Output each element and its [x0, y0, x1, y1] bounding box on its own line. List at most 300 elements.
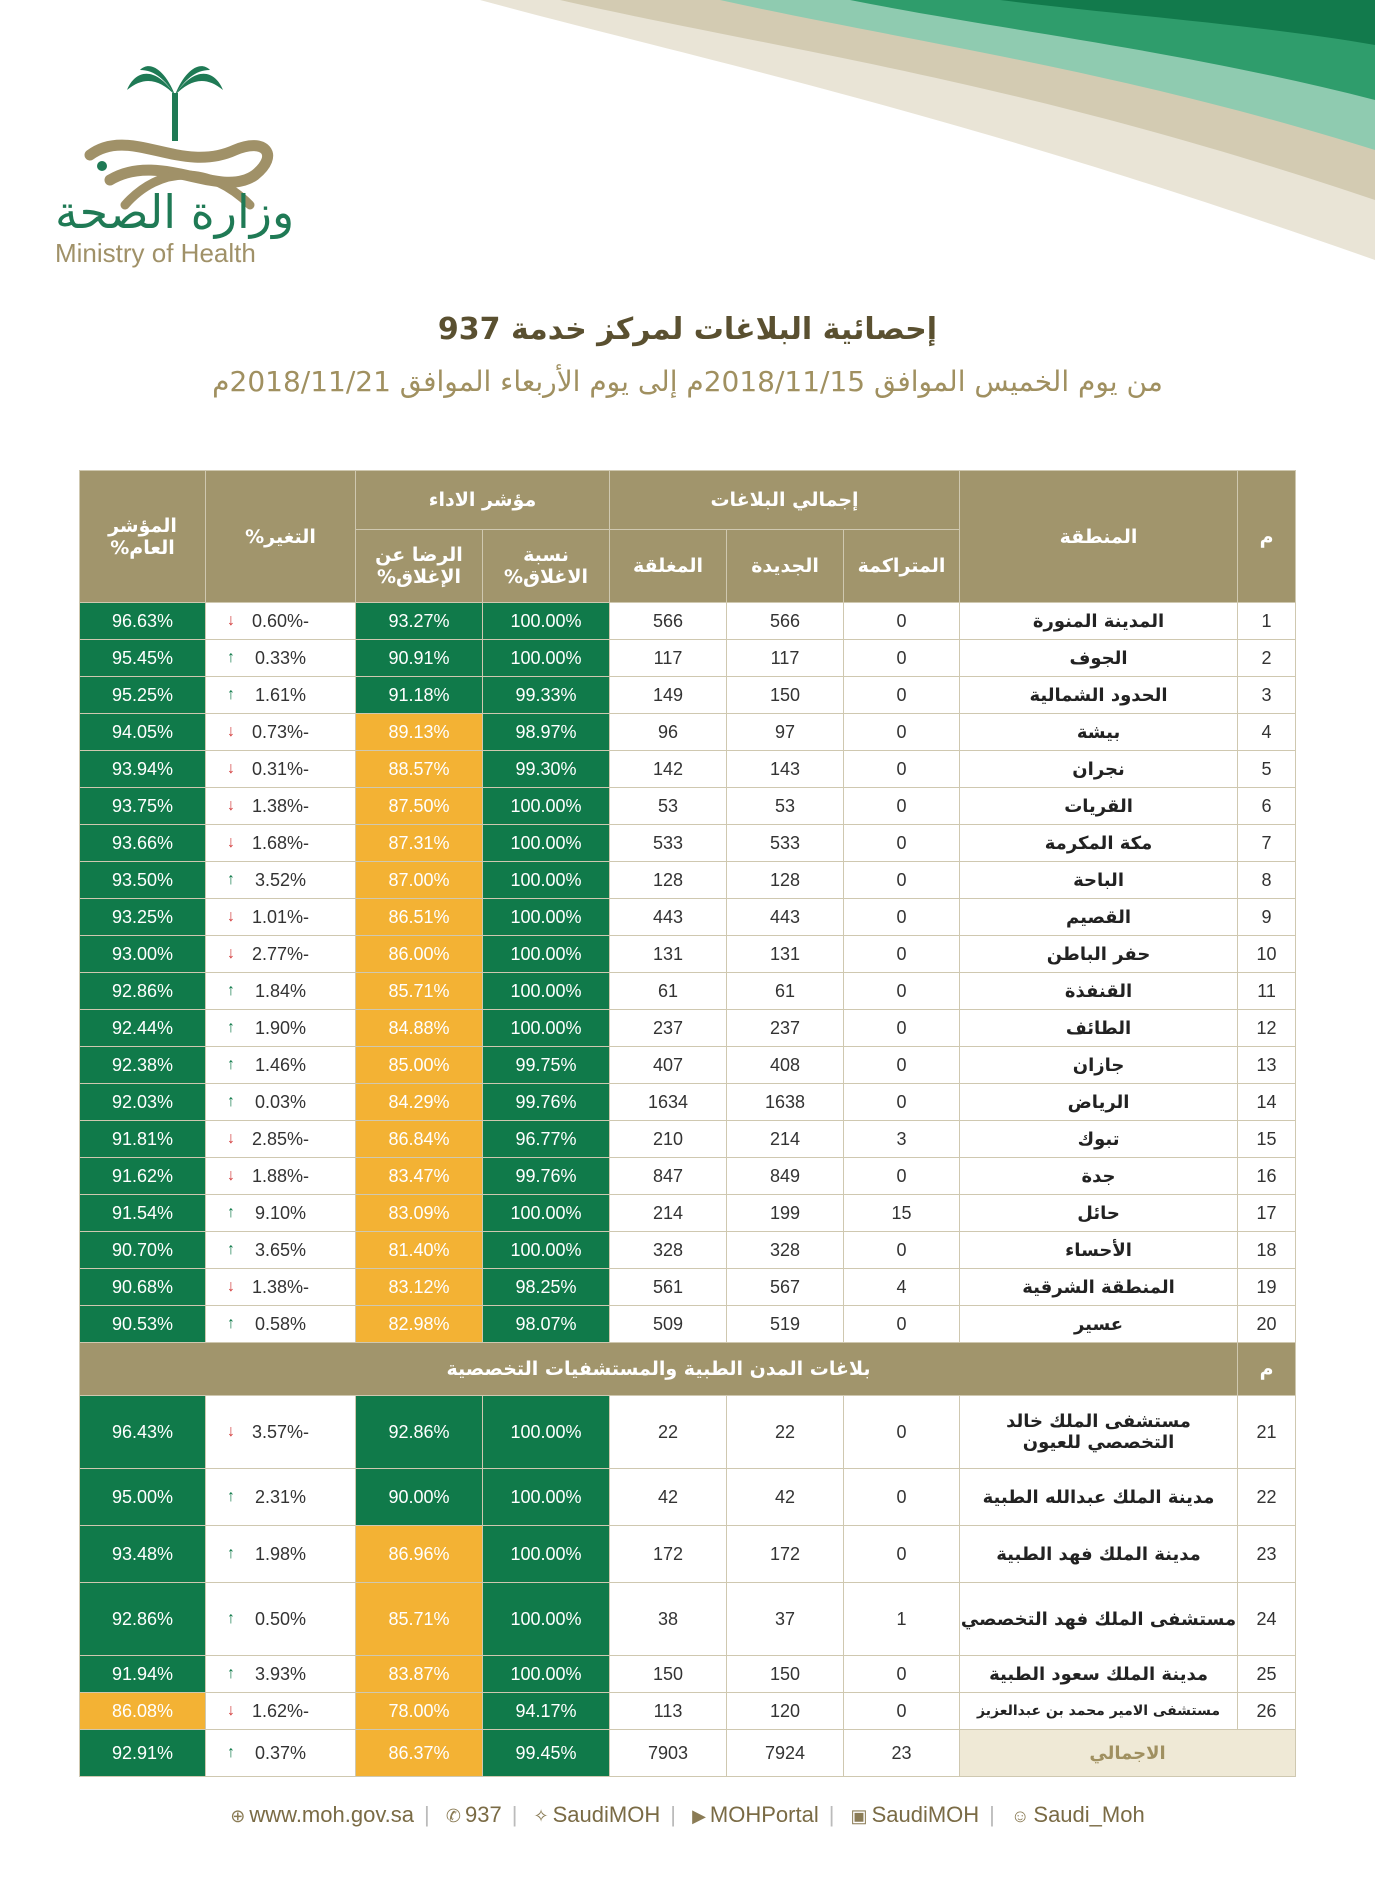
change-value: -2.85%: [251, 1128, 310, 1149]
row-number: 20: [1238, 1306, 1296, 1343]
change-value: -1.01%: [251, 906, 310, 927]
closure-rate-value: 96.77%: [483, 1121, 610, 1158]
accumulated-value: 0: [844, 825, 960, 862]
footer-facebook-text: SaudiMOH: [871, 1802, 980, 1827]
change-cell: [206, 1526, 356, 1583]
closed-value: 142: [610, 751, 727, 788]
satisfaction-value: 84.88%: [356, 1010, 483, 1047]
youtube-icon: ▶: [692, 1806, 706, 1826]
satisfaction-value: 92.86%: [356, 1396, 483, 1469]
table-row: [80, 640, 1296, 677]
new-value: 143: [727, 751, 844, 788]
twitter-icon: ✧: [533, 1806, 549, 1826]
down-arrow-icon: ↓: [227, 908, 235, 925]
satisfaction-value: 83.47%: [356, 1158, 483, 1195]
satisfaction-value: 90.00%: [356, 1469, 483, 1526]
change-value: 3.52%: [254, 869, 307, 890]
accumulated-value: 0: [844, 1158, 960, 1195]
down-arrow-icon: ↓: [227, 1702, 235, 1719]
closed-value: 61: [610, 973, 727, 1010]
region-name: نجران: [960, 751, 1238, 788]
accumulated-value: 1: [844, 1583, 960, 1656]
up-arrow-icon: ↑: [227, 1488, 235, 1505]
general-index-value: 90.70%: [80, 1232, 206, 1269]
satisfaction-value: 83.09%: [356, 1195, 483, 1232]
total-label: الاجمالي: [960, 1730, 1296, 1777]
row-number: 6: [1238, 788, 1296, 825]
change-value: 1.90%: [254, 1017, 307, 1038]
closure-rate-value: 99.75%: [483, 1047, 610, 1084]
up-arrow-icon: ↑: [227, 686, 235, 703]
accumulated-value: 0: [844, 1469, 960, 1526]
accumulated-value: 4: [844, 1269, 960, 1306]
satisfaction-value: 89.13%: [356, 714, 483, 751]
row-number: 18: [1238, 1232, 1296, 1269]
region-name: حائل: [960, 1195, 1238, 1232]
closure-rate-value: 99.76%: [483, 1084, 610, 1121]
region-name: عسير: [960, 1306, 1238, 1343]
up-arrow-icon: ↑: [227, 1610, 235, 1627]
closed-value: 117: [610, 640, 727, 677]
accumulated-value: 0: [844, 1693, 960, 1730]
header-closure-rate: نسبة الاغلاق%: [483, 530, 610, 603]
closure-rate-value: 98.97%: [483, 714, 610, 751]
total-general-index: 92.91%: [80, 1730, 206, 1777]
closure-rate-value: 100.00%: [483, 1396, 610, 1469]
change-value: 0.50%: [254, 1608, 307, 1629]
row-number: 3: [1238, 677, 1296, 714]
change-cell: [206, 1656, 356, 1693]
accumulated-value: 0: [844, 640, 960, 677]
accumulated-value: 0: [844, 677, 960, 714]
general-index-value: 95.45%: [80, 640, 206, 677]
up-arrow-icon: ↑: [227, 649, 235, 666]
down-arrow-icon: ↓: [227, 760, 235, 777]
regions-table-body: [80, 603, 1296, 1343]
closed-value: 533: [610, 825, 727, 862]
closed-value: 847: [610, 1158, 727, 1195]
table-row: [80, 677, 1296, 714]
new-value: 567: [727, 1269, 844, 1306]
change-cell: [206, 1158, 356, 1195]
change-value: 3.65%: [254, 1239, 307, 1260]
total-change-value: 0.37%: [254, 1742, 307, 1763]
change-value: 0.58%: [254, 1313, 307, 1334]
up-arrow-icon: ↑: [227, 1315, 235, 1332]
accumulated-value: 0: [844, 1396, 960, 1469]
region-name: الباحة: [960, 862, 1238, 899]
satisfaction-value: 78.00%: [356, 1693, 483, 1730]
new-value: 150: [727, 1656, 844, 1693]
closed-value: 561: [610, 1269, 727, 1306]
header-general-index: المؤشر العام%: [80, 471, 206, 603]
satisfaction-value: 91.18%: [356, 677, 483, 714]
change-cell: [206, 1084, 356, 1121]
table-row: [80, 1693, 1296, 1730]
general-index-value: 93.50%: [80, 862, 206, 899]
row-number: 2: [1238, 640, 1296, 677]
table-row: [80, 1195, 1296, 1232]
new-value: 408: [727, 1047, 844, 1084]
closed-value: 237: [610, 1010, 727, 1047]
region-name: المنطقة الشرقية: [960, 1269, 1238, 1306]
accumulated-value: 0: [844, 1047, 960, 1084]
accumulated-value: 15: [844, 1195, 960, 1232]
new-value: 328: [727, 1232, 844, 1269]
new-value: 120: [727, 1693, 844, 1730]
accumulated-value: 0: [844, 899, 960, 936]
satisfaction-value: 90.91%: [356, 640, 483, 677]
closed-value: 22: [610, 1396, 727, 1469]
header-performance: مؤشر الاداء: [356, 471, 610, 530]
accumulated-value: 0: [844, 1526, 960, 1583]
change-cell: [206, 936, 356, 973]
region-name: الجوف: [960, 640, 1238, 677]
accumulated-value: 0: [844, 936, 960, 973]
satisfaction-value: 87.50%: [356, 788, 483, 825]
new-value: 199: [727, 1195, 844, 1232]
region-name: مستشفى الملك خالد التخصصي للعيون: [960, 1396, 1238, 1469]
row-number: 26: [1238, 1693, 1296, 1730]
new-value: 849: [727, 1158, 844, 1195]
general-index-value: 93.00%: [80, 936, 206, 973]
change-cell: [206, 1396, 356, 1469]
footer-phone-text: 937: [464, 1802, 502, 1827]
change-cell: [206, 751, 356, 788]
row-number: 11: [1238, 973, 1296, 1010]
closure-rate-value: 100.00%: [483, 1656, 610, 1693]
row-number: 8: [1238, 862, 1296, 899]
up-arrow-icon: ↑: [227, 1019, 235, 1036]
region-name: مدينة الملك عبدالله الطبية: [960, 1469, 1238, 1526]
change-value: -1.38%: [251, 795, 310, 816]
footer-snapchat-text: Saudi_Moh: [1033, 1802, 1145, 1827]
total-change: [206, 1730, 356, 1777]
satisfaction-value: 85.71%: [356, 1583, 483, 1656]
general-index-value: 93.66%: [80, 825, 206, 862]
general-index-value: 91.81%: [80, 1121, 206, 1158]
total-accumulated: 23: [844, 1730, 960, 1777]
total-closed: 7903: [610, 1730, 727, 1777]
satisfaction-value: 83.12%: [356, 1269, 483, 1306]
change-cell: [206, 1269, 356, 1306]
closure-rate-value: 99.33%: [483, 677, 610, 714]
region-name: مستشفى الملك فهد التخصصي: [960, 1583, 1238, 1656]
change-value: 1.98%: [254, 1543, 307, 1564]
footer-contacts: ⊕ www.moh.gov.sa | ✆ 937 | ✧ SaudiMOH | ▶ MOHPortal | ▣ SaudiMOH | ☺ Saudi_Moh: [230, 1802, 1145, 1827]
footer-youtube[interactable]: [692, 1802, 819, 1827]
region-name: مستشفى الامير محمد بن عبدالعزيز: [960, 1693, 1238, 1730]
general-index-value: 94.05%: [80, 714, 206, 751]
new-value: 443: [727, 899, 844, 936]
table-row: [80, 751, 1296, 788]
table-row: [80, 1656, 1296, 1693]
general-index-value: 92.44%: [80, 1010, 206, 1047]
new-value: 128: [727, 862, 844, 899]
new-value: 214: [727, 1121, 844, 1158]
general-index-value: 92.86%: [80, 973, 206, 1010]
total-new: 7924: [727, 1730, 844, 1777]
total-satisfaction: 86.37%: [356, 1730, 483, 1777]
phone-icon: ✆: [445, 1806, 461, 1826]
change-cell: [206, 714, 356, 751]
new-value: 150: [727, 677, 844, 714]
down-arrow-icon: ↓: [227, 723, 235, 740]
closed-value: 38: [610, 1583, 727, 1656]
accumulated-value: 0: [844, 1306, 960, 1343]
change-value: -0.31%: [251, 758, 310, 779]
general-index-value: 92.03%: [80, 1084, 206, 1121]
table-row: [80, 1047, 1296, 1084]
region-name: جدة: [960, 1158, 1238, 1195]
table-row: [80, 1306, 1296, 1343]
total-closure-rate: 99.45%: [483, 1730, 610, 1777]
region-name: القصيم: [960, 899, 1238, 936]
closure-rate-value: 100.00%: [483, 1469, 610, 1526]
down-arrow-icon: ↓: [227, 1423, 235, 1440]
closure-rate-value: 100.00%: [483, 1195, 610, 1232]
new-value: 566: [727, 603, 844, 640]
down-arrow-icon: ↓: [227, 945, 235, 962]
satisfaction-value: 86.96%: [356, 1526, 483, 1583]
new-value: 533: [727, 825, 844, 862]
down-arrow-icon: ↓: [227, 797, 235, 814]
row-number: 15: [1238, 1121, 1296, 1158]
closure-rate-value: 100.00%: [483, 640, 610, 677]
region-name: مدينة الملك سعود الطبية: [960, 1656, 1238, 1693]
accumulated-value: 0: [844, 714, 960, 751]
general-index-value: 95.25%: [80, 677, 206, 714]
footer-website-text: www.moh.gov.sa: [249, 1802, 415, 1827]
closed-value: 42: [610, 1469, 727, 1526]
up-arrow-icon: ↑: [227, 871, 235, 888]
down-arrow-icon: ↓: [227, 834, 235, 851]
change-value: 0.33%: [254, 647, 307, 668]
closure-rate-value: 100.00%: [483, 1010, 610, 1047]
header-closed: المغلقة: [610, 530, 727, 603]
row-number: 14: [1238, 1084, 1296, 1121]
change-value: 3.93%: [254, 1663, 307, 1684]
general-index-value: 95.00%: [80, 1469, 206, 1526]
closed-value: 1634: [610, 1084, 727, 1121]
closure-rate-value: 98.25%: [483, 1269, 610, 1306]
change-value: -2.77%: [251, 943, 310, 964]
footer-facebook[interactable]: [851, 1802, 980, 1827]
accumulated-value: 0: [844, 1084, 960, 1121]
closure-rate-value: 100.00%: [483, 1526, 610, 1583]
accumulated-value: 0: [844, 603, 960, 640]
general-index-value: 90.53%: [80, 1306, 206, 1343]
change-cell: [206, 1195, 356, 1232]
change-cell: [206, 899, 356, 936]
closed-value: 210: [610, 1121, 727, 1158]
change-cell: [206, 1693, 356, 1730]
footer-twitter-text: SaudiMOH: [552, 1802, 661, 1827]
region-name: القريات: [960, 788, 1238, 825]
general-index-value: 92.86%: [80, 1583, 206, 1656]
change-value: -1.88%: [251, 1165, 310, 1186]
change-cell: [206, 1306, 356, 1343]
change-value: -0.73%: [251, 721, 310, 742]
general-index-value: 91.62%: [80, 1158, 206, 1195]
closure-rate-value: 94.17%: [483, 1693, 610, 1730]
closure-rate-value: 100.00%: [483, 862, 610, 899]
general-index-value: 86.08%: [80, 1693, 206, 1730]
region-name: الحدود الشمالية: [960, 677, 1238, 714]
change-cell: [206, 1232, 356, 1269]
satisfaction-value: 93.27%: [356, 603, 483, 640]
region-name: حفر الباطن: [960, 936, 1238, 973]
section-header-row: [80, 1343, 1296, 1396]
down-arrow-icon: ↓: [227, 1278, 235, 1295]
closure-rate-value: 100.00%: [483, 973, 610, 1010]
row-number: 1: [1238, 603, 1296, 640]
change-value: 1.84%: [254, 980, 307, 1001]
change-cell: [206, 825, 356, 862]
change-cell: [206, 677, 356, 714]
change-cell: [206, 862, 356, 899]
general-index-value: 93.94%: [80, 751, 206, 788]
change-value: 1.61%: [254, 684, 307, 705]
general-index-value: 93.25%: [80, 899, 206, 936]
accumulated-value: 0: [844, 862, 960, 899]
closure-rate-value: 99.76%: [483, 1158, 610, 1195]
general-index-value: 91.94%: [80, 1656, 206, 1693]
general-index-value: 92.38%: [80, 1047, 206, 1084]
change-value: 0.03%: [254, 1091, 307, 1112]
down-arrow-icon: ↓: [227, 612, 235, 629]
footer-website[interactable]: [230, 1802, 414, 1827]
closed-value: 509: [610, 1306, 727, 1343]
general-index-value: 96.63%: [80, 603, 206, 640]
up-arrow-icon: ↑: [227, 1056, 235, 1073]
accumulated-value: 0: [844, 1010, 960, 1047]
footer-phone[interactable]: [446, 1802, 502, 1827]
total-row: [80, 1730, 1296, 1777]
hospitals-table-body: [80, 1396, 1296, 1730]
closure-rate-value: 100.00%: [483, 936, 610, 973]
new-value: 97: [727, 714, 844, 751]
general-index-value: 91.54%: [80, 1195, 206, 1232]
globe-icon: ⊕: [230, 1806, 246, 1826]
footer-twitter[interactable]: [534, 1802, 661, 1827]
header-satisfaction: الرضا عن الإغلاق%: [356, 530, 483, 603]
closed-value: 113: [610, 1693, 727, 1730]
closed-value: 172: [610, 1526, 727, 1583]
general-index-value: 93.75%: [80, 788, 206, 825]
satisfaction-value: 87.00%: [356, 862, 483, 899]
satisfaction-value: 86.51%: [356, 899, 483, 936]
accumulated-value: 0: [844, 1656, 960, 1693]
down-arrow-icon: ↓: [227, 1130, 235, 1147]
closed-value: 150: [610, 1656, 727, 1693]
satisfaction-value: 84.29%: [356, 1084, 483, 1121]
table-row: [80, 1158, 1296, 1195]
change-cell: [206, 1010, 356, 1047]
new-value: 237: [727, 1010, 844, 1047]
row-number: 9: [1238, 899, 1296, 936]
region-name: القنفذة: [960, 973, 1238, 1010]
up-arrow-icon: ↑: [227, 1744, 235, 1761]
table-row: [80, 1269, 1296, 1306]
change-cell: [206, 603, 356, 640]
new-value: 117: [727, 640, 844, 677]
table-row: [80, 862, 1296, 899]
row-number: 16: [1238, 1158, 1296, 1195]
closure-rate-value: 98.07%: [483, 1306, 610, 1343]
change-value: 9.10%: [254, 1202, 307, 1223]
row-number: 19: [1238, 1269, 1296, 1306]
table-row: [80, 1396, 1296, 1469]
satisfaction-value: 82.98%: [356, 1306, 483, 1343]
table-row: [80, 1469, 1296, 1526]
table-row: [80, 714, 1296, 751]
row-number: 13: [1238, 1047, 1296, 1084]
change-value: -1.38%: [251, 1276, 310, 1297]
satisfaction-value: 86.84%: [356, 1121, 483, 1158]
change-cell: [206, 788, 356, 825]
facebook-icon: ▣: [850, 1806, 868, 1826]
footer-youtube-text: MOHPortal: [709, 1802, 819, 1827]
up-arrow-icon: ↑: [227, 1665, 235, 1682]
table-row: [80, 603, 1296, 640]
up-arrow-icon: ↑: [227, 1241, 235, 1258]
closed-value: 96: [610, 714, 727, 751]
region-name: الرياض: [960, 1084, 1238, 1121]
table-row: [80, 1526, 1296, 1583]
region-name: جازان: [960, 1047, 1238, 1084]
new-value: 172: [727, 1526, 844, 1583]
row-number: 12: [1238, 1010, 1296, 1047]
closure-rate-value: 100.00%: [483, 899, 610, 936]
row-number: 10: [1238, 936, 1296, 973]
region-name: مدينة الملك فهد الطبية: [960, 1526, 1238, 1583]
header-accumulated: المتراكمة: [844, 530, 960, 603]
satisfaction-value: 86.00%: [356, 936, 483, 973]
general-index-value: 96.43%: [80, 1396, 206, 1469]
change-value: -0.60%: [251, 610, 310, 631]
row-number: 21: [1238, 1396, 1296, 1469]
down-arrow-icon: ↓: [227, 1167, 235, 1184]
change-cell: [206, 1047, 356, 1084]
satisfaction-value: 88.57%: [356, 751, 483, 788]
accumulated-value: 0: [844, 751, 960, 788]
footer-snapchat[interactable]: [1011, 1802, 1145, 1827]
change-value: 1.46%: [254, 1054, 307, 1075]
closed-value: 566: [610, 603, 727, 640]
change-value: -3.57%: [251, 1421, 310, 1442]
general-index-value: 90.68%: [80, 1269, 206, 1306]
row-number: 4: [1238, 714, 1296, 751]
closed-value: 328: [610, 1232, 727, 1269]
header-new: الجديدة: [727, 530, 844, 603]
header-m: م: [1238, 471, 1296, 603]
new-value: 22: [727, 1396, 844, 1469]
change-cell: [206, 1469, 356, 1526]
change-value: -1.68%: [251, 832, 310, 853]
table-row: [80, 825, 1296, 862]
change-value: -1.62%: [251, 1700, 310, 1721]
accumulated-value: 0: [844, 788, 960, 825]
accumulated-value: 0: [844, 973, 960, 1010]
up-arrow-icon: ↑: [227, 1204, 235, 1221]
closure-rate-value: 100.00%: [483, 603, 610, 640]
region-name: الأحساء: [960, 1232, 1238, 1269]
region-name: تبوك: [960, 1121, 1238, 1158]
closed-value: 131: [610, 936, 727, 973]
change-value: 2.31%: [254, 1486, 307, 1507]
snapchat-icon: ☺: [1011, 1806, 1030, 1826]
